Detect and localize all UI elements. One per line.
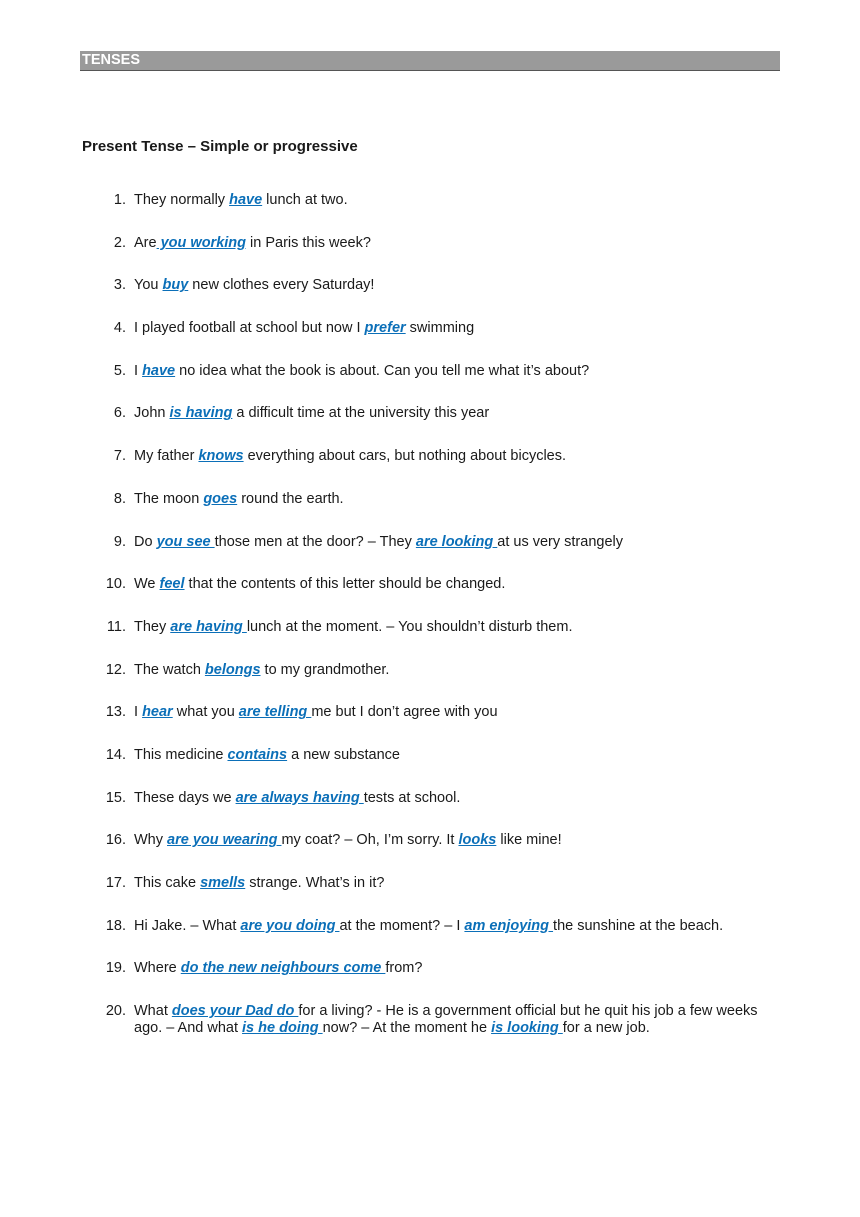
sentence-text: now? – At the moment he: [322, 1020, 492, 1037]
header-bar: [80, 51, 780, 71]
exercise-number: 13.: [105, 704, 126, 721]
sentence-text: I: [134, 704, 143, 721]
answer-text: is looking: [491, 1020, 563, 1037]
header-title: TENSES: [82, 52, 141, 68]
exercise-item: [0, 1003, 860, 1037]
answer-text: am enjoying: [464, 917, 554, 934]
sentence-text: I: [134, 362, 143, 379]
exercise-list: [0, 192, 860, 1063]
sentence-text: swimming: [405, 320, 475, 337]
exercise-number: 6.: [113, 405, 126, 422]
exercise-number: 20.: [105, 1003, 126, 1020]
exercise-number: 4.: [113, 320, 126, 337]
exercise-number: 18.: [105, 917, 126, 934]
sentence-text: I played football at school but now I: [134, 320, 365, 337]
exercise-item: [0, 277, 860, 294]
answer-text: are always having: [235, 789, 364, 806]
exercise-number: 7.: [113, 448, 126, 465]
exercise-item: [0, 192, 860, 209]
exercise-number: 2.: [113, 234, 126, 251]
answer-text: are looking: [415, 533, 498, 550]
exercise-item: [0, 534, 860, 551]
exercise-item: [0, 704, 860, 721]
exercise-item: [0, 576, 860, 593]
sentence-text: no idea what the book is about. Can you tell me what it’s about?: [175, 362, 590, 379]
sentence-text: My father: [134, 448, 199, 465]
exercise-item: [0, 235, 860, 252]
answer-text: belongs: [204, 661, 261, 678]
sentence-text: at the moment? – I: [339, 917, 465, 934]
sentence-text: for a new job.: [562, 1020, 650, 1037]
answer-text: goes: [203, 490, 238, 507]
answer-text: have: [229, 192, 263, 208]
sentence-text: lunch at the moment. – You shouldn’t disturb them.: [246, 618, 573, 635]
exercise-item: [0, 832, 860, 849]
sentence-text: from?: [385, 960, 423, 977]
sentence-text: Where: [134, 960, 181, 977]
exercise-number: 1.: [113, 192, 126, 208]
exercise-item: [0, 747, 860, 764]
sentence-text: for a living? - He is a government official but he quit his job a few weeks ago. – And what: [134, 1003, 758, 1037]
section-title: Present Tense – Simple or progressive: [82, 138, 358, 155]
sentence-text: new clothes every Saturday!: [188, 277, 375, 294]
exercise-item: [0, 448, 860, 465]
sentence-text: the sunshine at the beach.: [553, 917, 724, 934]
sentence-text: round the earth.: [237, 490, 344, 507]
answer-text: knows: [198, 448, 244, 465]
exercise-number: 16.: [105, 832, 126, 849]
answer-text: is having: [169, 405, 233, 422]
sentence-text: They normally: [134, 192, 230, 208]
exercise-item: [0, 320, 860, 337]
sentence-text: They: [134, 618, 171, 635]
sentence-text: to my grandmother.: [260, 661, 390, 678]
exercise-number: 5.: [113, 362, 126, 379]
answer-text: does your Dad do: [171, 1003, 299, 1020]
answer-text: are telling: [238, 704, 312, 721]
answer-text: buy: [162, 277, 189, 294]
exercise-number: 14.: [105, 746, 126, 763]
sentence-text: Why: [134, 832, 168, 849]
sentence-text: This medicine: [134, 746, 228, 763]
sentence-text: a difficult time at the university this year: [232, 405, 490, 422]
sentence-text: This cake: [134, 875, 201, 891]
exercise-number: 3.: [113, 277, 126, 294]
answer-text: contains: [227, 746, 288, 763]
answer-text: smells: [200, 875, 246, 891]
sentence-text: everything about cars, but nothing about bicycles.: [243, 448, 567, 465]
exercise-number: 11.: [106, 618, 126, 635]
sentence-text: John: [134, 405, 170, 422]
sentence-text: what you: [172, 704, 239, 721]
exercise-item: [0, 619, 860, 636]
exercise-item: [0, 491, 860, 508]
answer-text: are you doing: [240, 917, 340, 934]
sentence-text: those men at the door? – They: [214, 533, 416, 550]
exercise-number: 9.: [113, 533, 126, 550]
sentence-text: a new substance: [287, 746, 400, 763]
sentence-text: These days we: [134, 789, 236, 806]
sentence-text: Hi Jake. – What: [134, 917, 241, 934]
sentence-text: my coat? – Oh, I’m sorry. It: [281, 832, 459, 849]
exercise-item: [0, 960, 860, 977]
answer-text: do the new neighbours come: [180, 960, 386, 977]
answer-text: looks: [458, 832, 497, 849]
answer-text: is he doing: [242, 1020, 323, 1037]
answer-text: feel: [159, 576, 185, 593]
exercise-item: [0, 790, 860, 807]
sentence-text: at us very strangely: [497, 533, 623, 550]
answer-text: have: [142, 362, 176, 379]
exercise-number: 17.: [105, 875, 126, 891]
exercise-number: 15.: [105, 789, 126, 806]
sentence-text: in Paris this week?: [246, 234, 371, 251]
exercise-item: [0, 918, 860, 935]
exercise-item: [0, 405, 860, 422]
answer-text: hear: [142, 704, 173, 721]
sentence-text: You: [134, 277, 163, 294]
answer-text: prefer: [364, 320, 406, 337]
exercise-item: [0, 875, 860, 892]
exercise-number: 8.: [113, 490, 126, 507]
answer-text: are having: [170, 618, 247, 635]
exercise-item: [0, 363, 860, 380]
sentence-text: tests at school.: [363, 789, 461, 806]
sentence-text: Are: [134, 234, 157, 251]
sentence-text: strange. What’s in it?: [245, 875, 385, 891]
sentence-text: The moon: [134, 490, 204, 507]
answer-text: are you wearing: [167, 832, 282, 849]
exercise-number: 10.: [105, 576, 126, 593]
sentence-text: We: [134, 576, 160, 593]
sentence-text: that the contents of this letter should be changed.: [184, 576, 506, 593]
sentence-text: lunch at two.: [262, 192, 348, 208]
sentence-text: me but I don’t agree with you: [311, 704, 498, 721]
sentence-text: Do: [134, 533, 157, 550]
answer-text: you working: [156, 234, 246, 251]
exercise-item: [0, 662, 860, 679]
exercise-number: 12.: [105, 661, 126, 678]
answer-text: you see: [156, 533, 215, 550]
sentence-text: The watch: [134, 661, 205, 678]
sentence-text: like mine!: [496, 832, 562, 849]
sentence-text: What: [134, 1003, 172, 1020]
exercise-number: 19.: [105, 960, 126, 977]
